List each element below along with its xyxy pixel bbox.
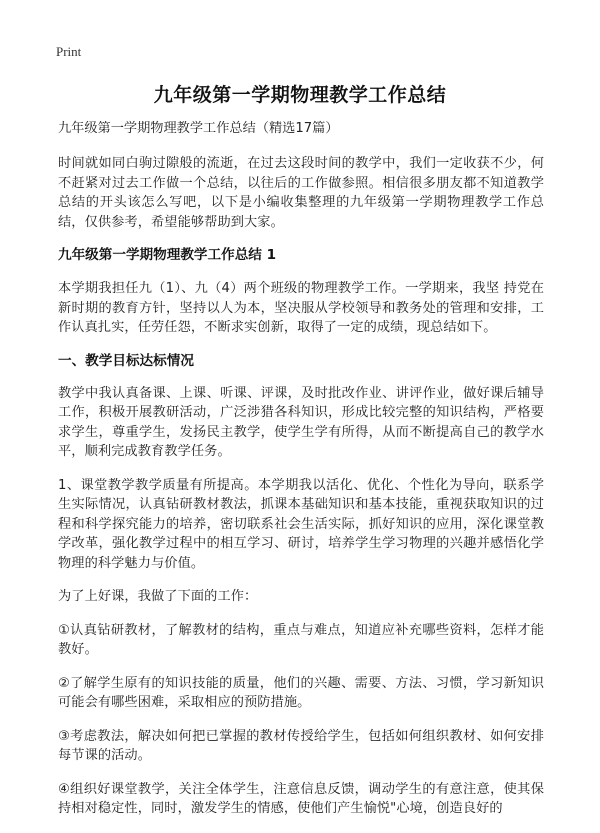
paragraph-6: ②了解学生原有的知识技能的质量，他们的兴趣、需要、方法、习惯，学习新知识可能会有哪些困难，采取相应的预防措施。 xyxy=(58,675,544,710)
intro-paragraph: 时间就如同白驹过隙般的流逝，在过去这段时间的教学中，我们一定收获不少，何不赶紧对过去工作做一个总结，以往后的工作做参照。相信很多朋友都不知道教学总结的开头该怎么写吧，以下是小编收集整理的九年级第一学期物理教学工作总结，仅供参考，希望能够帮助到大家。 xyxy=(58,156,544,230)
page-title: 九年级第一学期物理教学工作总结 xyxy=(153,84,447,106)
paragraph-1: 本学期我担任九（1）、九（4）两个班级的物理教学工作。一学期来，我坚 持党在新时期的教育方针，坚持以人为本，坚决服从学校领导和教务处的管理和安排，工作认真扎实，任劳任怨，不断求实创新，取得了一定的成绩，现总结如下。 xyxy=(58,281,544,335)
article-heading: 九年级第一学期物理教学工作总结 1 xyxy=(58,247,277,263)
paragraph-4: 为了上好课，我做了下面的工作： xyxy=(58,589,258,604)
paragraph-5: ①认真钻研教材，了解教材的结构，重点与难点，知道应补充哪些资料，怎样才能教好。 xyxy=(58,622,544,657)
paragraph-8: ④组织好课堂教学，关注全体学生，注意信息反馈，调动学生的有意注意，使其保持相对稳定性，同时，激发学生的情感，使他们产生愉悦"心境，创造良好的 xyxy=(58,781,544,816)
document-body xyxy=(58,120,544,833)
document-subtitle: 九年级第一学期物理教学工作总结（精选17篇） xyxy=(58,121,339,136)
section-heading: 一、教学目标达标情况 xyxy=(58,352,194,369)
print-link[interactable]: Print xyxy=(56,44,82,59)
paragraph-2: 教学中我认真备课、上课、听课、评课，及时批改作业、讲评作业，做好课后辅导工作，积极开展教研活动，广泛涉猎各科知识，形成比较完整的知识结构，严格要求学生，尊重学生，发扬民主教学，使学生学有所得，从而不断提高自己的教学水平，顺利完成教育教学任务。 xyxy=(58,385,544,459)
paragraph-7: ③考虑教法，解决如何把已掌握的教材传授给学生，包括如何组织教材、如何安排每节课的活动。 xyxy=(58,728,544,763)
paragraph-3: 1、课堂教学教学质量有所提高。本学期我以活化、优化、个性化为导向，联系学生实际情况，认真钻研教材教法，抓课本基础知识和基本技能，重视获取知识的过程和科学探究能力的培养，密切联系社会生活实际，抓好知识的应用，深化课堂教学改革，强化教学过程中的相互学习、研讨，培养学生学习物理的兴趣并感悟化学物理的科学魅力与价值。 xyxy=(58,477,544,571)
